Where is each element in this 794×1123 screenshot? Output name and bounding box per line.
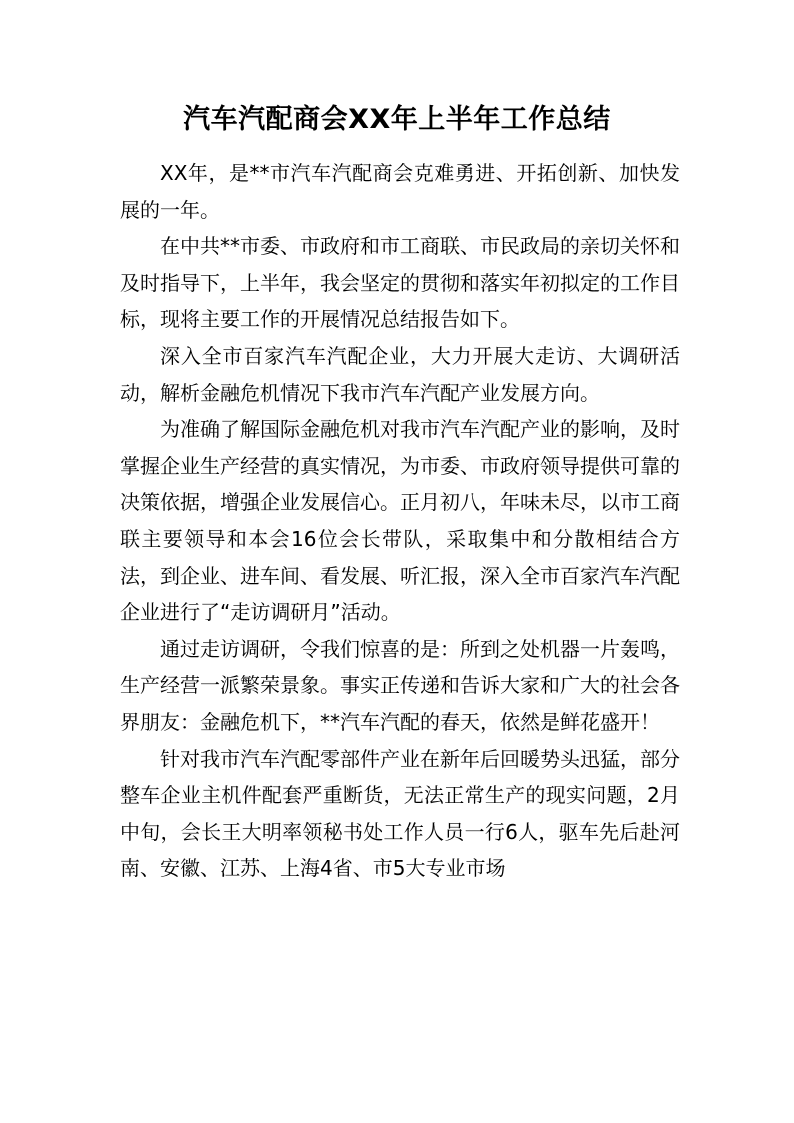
paragraph-3: 深入全市百家汽车汽配企业，大力开展大走访、大调研活动，解析金融危机情况下我市汽车汽配产业发展方向。 <box>120 343 680 405</box>
paragraph-1: XX年，是**市汽车汽配商会克难勇进、开拓创新、加快发展的一年。 <box>120 161 680 222</box>
document-body <box>120 155 680 887</box>
paragraph-4: 为准确了解国际金融危机对我市汽车汽配产业的影响，及时掌握企业生产经营的真实情况，为市委、市政府领导提供可靠的决策依据，增强企业发展信心。正月初八，年味未尽，以市工商联主要领导和本会16位会长带队，采取集中和分散相结合方法，到企业、进车间、看发展、听汇报，深入全市百家汽车汽配企业进行了“走访调研月”活动。 <box>120 417 680 625</box>
paragraph-6: 针对我市汽车汽配零部件产业在新年后回暖势头迅猛，部分整车企业主机件配套严重断货，无法正常生产的现实问题，2月中旬，会长王大明率领秘书处工作人员一行6人，驱车先后赴河南、安徽、江苏、上海4省、市5大专业市场 <box>120 746 680 881</box>
paragraph-5: 通过走访调研，令我们惊喜的是：所到之处机器一片轰鸣，生产经营一派繁荣景象。事实正传递和告诉大家和广大的社会各界朋友：金融危机下，**汽车汽配的春天，依然是鲜花盛开！ <box>120 636 680 734</box>
document-title: 汽车汽配商会XX年上半年工作总结 <box>183 104 611 135</box>
paragraph-2: 在中共**市委、市政府和市工商联、市民政局的亲切关怀和及时指导下，上半年，我会坚定的贯彻和落实年初拟定的工作目标，现将主要工作的开展情况总结报告如下。 <box>120 234 680 332</box>
